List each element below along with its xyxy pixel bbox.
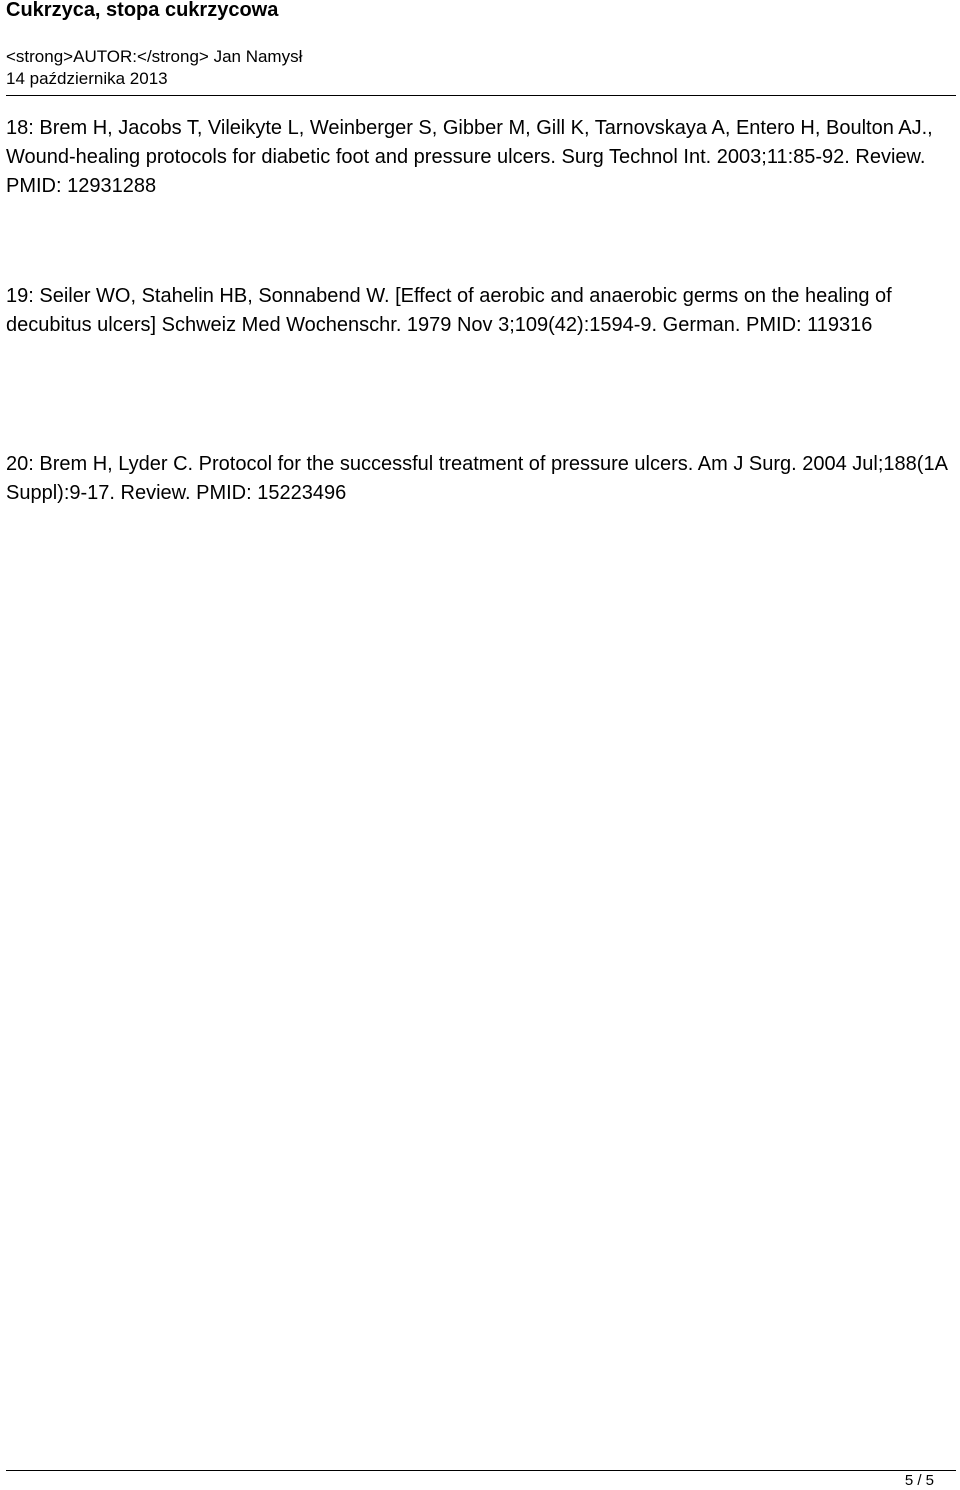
reference-item: 19: Seiler WO, Stahelin HB, Sonnabend W. [Effect of aerobic and anaerobic germs on the healing of decubitus ulcers] Schweiz Med Wochenschr. 1979 Nov 3;109(42):1594-9. German. PMID: 119316 [6,285,892,336]
page-number: 5 / 5 [904,1472,934,1489]
author-line: <strong>AUTOR:</strong> Jan Namysł [6,47,303,66]
footer-divider [6,1470,956,1471]
page-title: Cukrzyca, stopa cukrzycowa [6,0,279,21]
header-divider [6,95,956,96]
reference-item: 18: Brem H, Jacobs T, Vileikyte L, Weinberger S, Gibber M, Gill K, Tarnovskaya A, Entero H, Boulton AJ., Wound-healing protocols for diabetic foot and pressure ulcers. Surg Technol Int. 2003;11:85-92. Review. PMID: 12931288 [6,117,933,197]
publication-date: 14 października 2013 [6,69,168,88]
reference-item: 20: Brem H, Lyder C. Protocol for the successful treatment of pressure ulcers. Am J Surg. 2004 Jul;188(1A Suppl):9-17. Review. PMID: 15223496 [6,453,947,504]
